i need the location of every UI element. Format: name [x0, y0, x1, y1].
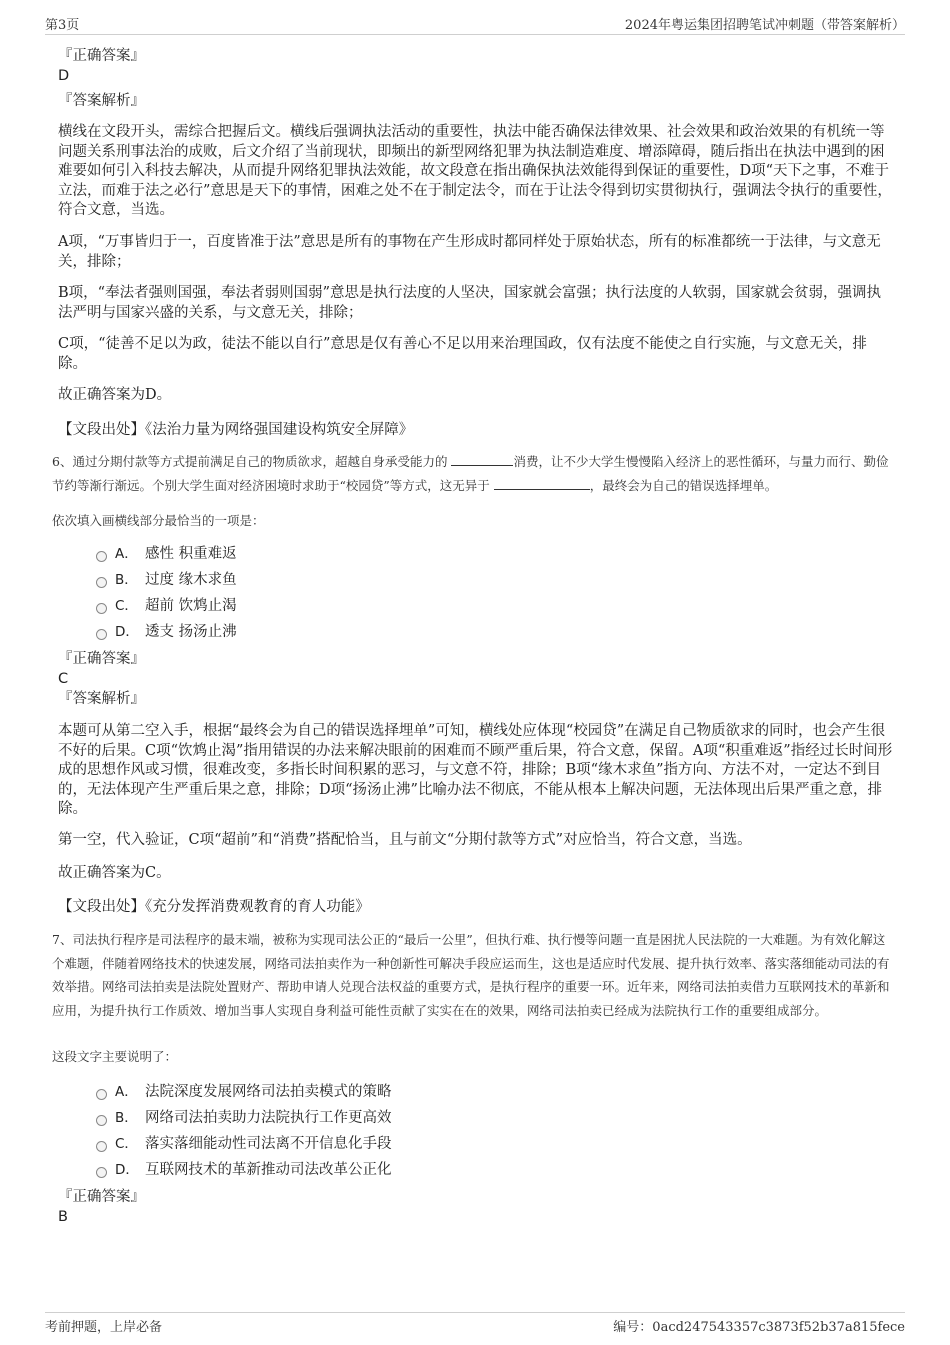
- q5-analysis-p3: B项，“奉法者强则国强，奉法者弱则国弱”意思是执行法度的人坚决，国家就会富强；执行法度的人软弱，国家就会贫弱，强调执法严明与国家兴盛的关系，与文意无关，排除；: [58, 285, 881, 321]
- q6-option-d[interactable]: [96, 622, 237, 642]
- q7-option-d[interactable]: [96, 1160, 392, 1180]
- option-letter: B．: [115, 572, 138, 588]
- q6-analysis-p1: 本题可从第二空入手，根据“最终会为自己的错误选择埋单”可知，横线处应体现“校园贷”在满足自己物质欲求的同时，也会产生很不好的后果。C项“饮鸩止渴”指用错误的办法来解决眼前的困难而不顾严重后果，符合文意，保留。A项“积重难返”指经过长时间形成的思想作风或习惯，很难改变，多指长时间积累的恶习，与文意不符，排除；B项“缘木求鱼”指方向、方法不对，一定达不到目的，无法体现产生严重后果之意，排除；D项“扬汤止沸”比喻办法不彻底，不能从根本上解决问题，无法体现出后果严重之意，排除。: [58, 723, 893, 817]
- q6-stem-part-b: 消费，让不少大学生慢慢陷入经济上的恶性循环，与量力而行、勤俭节约等渐行渐远。个别大学生面对经济困境时求助于“校园贷”等方式，这无异于: [52, 454, 889, 493]
- q6-source: 【文段出处】《充分发挥消费观教育的育人功能》: [58, 899, 370, 915]
- radio-icon[interactable]: [96, 551, 107, 562]
- q5-analysis-p2: A项，“万事皆归于一，百度皆准于法”意思是所有的事物在产生形成时都同样处于原始状态，所有的标准都统一于法律，与文意无关，排除；: [58, 234, 881, 270]
- q6-blank-1: [451, 451, 513, 466]
- option-letter: A．: [115, 546, 138, 562]
- q6-option-b[interactable]: [96, 570, 237, 590]
- q7-prompt: 这段文字主要说明了：: [52, 1049, 178, 1064]
- option-letter: C．: [115, 1136, 138, 1152]
- q5-analysis-p1: 横线在文段开头，需综合把握后文。横线后强调执法活动的重要性，执法中能否确保法律效果、社会效果和政治效果的有机统一等问题关系刑事法治的成败，后文介绍了当前现状，即频出的新型网络犯罪为执法制造难度、增添障碍，随后指出在执法中遇到的困难要如何引入科技去解决，从而提升网络犯罪执法效能，故文段意在指出确保执法效能得到保证的重要性，D项“天下之事，不难于立法，而难于法之必行”意思是天下的事情，困难之处不在于制定法令，而在于让法令得到切实贯彻执行，强调法令执行的重要性，符合文意，当选。: [58, 124, 892, 218]
- option-letter: C．: [115, 598, 138, 614]
- radio-icon[interactable]: [96, 1141, 107, 1152]
- radio-icon[interactable]: [96, 603, 107, 614]
- option-letter: B．: [115, 1110, 138, 1126]
- q7-option-c[interactable]: [96, 1134, 392, 1154]
- q7-answer-label: 『正确答案』: [58, 1189, 145, 1205]
- option-text: 落实落细能动性司法离不开信息化手段: [145, 1136, 392, 1152]
- q6-analysis-conclusion: 故正确答案为C。: [58, 865, 171, 881]
- q5-source: 【文段出处】《法治力量为网络强国建设构筑安全屏障》: [58, 422, 414, 438]
- radio-icon[interactable]: [96, 1089, 107, 1100]
- q6-option-c[interactable]: [96, 596, 237, 616]
- option-text: 透支 扬汤止沸: [145, 624, 237, 640]
- q7-stem: 7、司法执行程序是司法程序的最末端，被称为实现司法公正的“最后一公里”，但执行难、执行慢等问题一直是困扰人民法院的一大难题。为有效化解这个难题，伴随着网络技术的快速发展，网络司法拍卖作为一种创新性可解决手段应运而生，这也是适应时代发展、提升执行效率、落实落细能动司法的有效举措。网络司法拍卖是法院处置财产、帮助申请人兑现合法权益的重要方式，是执行程序的重要一环。近年来，网络司法拍卖借力互联网技术的革新和应用，为提升执行工作质效、增加当事人实现自身利益可能性贡献了实实在在的效果，网络司法拍卖已经成为法院执行工作的重要组成部分。: [52, 932, 890, 1018]
- q6-stem: [52, 450, 897, 497]
- q6-stem-part-c: ，最终会为自己的错误选择埋单。: [589, 477, 778, 493]
- q5-analysis-label: 『答案解析』: [58, 93, 145, 109]
- option-text: 互联网技术的革新推动司法改革公正化: [145, 1162, 392, 1178]
- document-code: 编号：0acd247543357c3873f52b37a815fece: [613, 1320, 905, 1335]
- q6-analysis-label: 『答案解析』: [58, 691, 145, 707]
- radio-icon[interactable]: [96, 1115, 107, 1126]
- radio-icon[interactable]: [96, 629, 107, 640]
- option-text: 超前 饮鸩止渴: [145, 598, 237, 614]
- option-text: 感性 积重难返: [145, 546, 237, 562]
- option-letter: A．: [115, 1084, 138, 1100]
- q7-option-b[interactable]: [96, 1108, 392, 1128]
- document-title: 2024年粤运集团招聘笔试冲刺题（带答案解析）: [624, 18, 905, 33]
- q6-option-a[interactable]: [96, 544, 237, 564]
- page-number: 第3页: [45, 18, 80, 33]
- q6-stem-part-a: 6、通过分期付款等方式提前满足自己的物质欲求，超越自身承受能力的: [52, 454, 452, 469]
- q6-analysis-p2: 第一空，代入验证，C项“超前”和“消费”搭配恰当，且与前文“分期付款等方式”对应恰当，符合文意，当选。: [58, 832, 752, 848]
- option-letter: D．: [115, 624, 139, 640]
- page-header: [45, 12, 905, 35]
- radio-icon[interactable]: [96, 577, 107, 588]
- q5-answer: D: [58, 68, 70, 84]
- q5-answer-label: 『正确答案』: [58, 48, 145, 64]
- option-text: 网络司法拍卖助力法院执行工作更高效: [145, 1110, 392, 1126]
- option-text: 法院深度发展网络司法拍卖模式的策略: [145, 1084, 392, 1100]
- q6-answer-label: 『正确答案』: [58, 651, 145, 667]
- q7-answer: B: [58, 1209, 68, 1225]
- q6-prompt: 依次填入画横线部分最恰当的一项是：: [52, 513, 265, 528]
- q7-option-a[interactable]: [96, 1082, 392, 1102]
- option-text: 过度 缘木求鱼: [145, 572, 237, 588]
- footer-slogan: 考前押题，上岸必备: [45, 1320, 163, 1335]
- q6-blank-2: [494, 475, 590, 490]
- radio-icon[interactable]: [96, 1167, 107, 1178]
- q6-answer: C: [58, 671, 69, 687]
- option-letter: D．: [115, 1162, 139, 1178]
- q5-analysis-p4: C项，“徒善不足以为政，徒法不能以自行”意思是仅有善心不足以用来治理国政，仅有法度不能使之自行实施，与文意无关，排除。: [58, 336, 867, 372]
- q5-analysis-conclusion: 故正确答案为D。: [58, 387, 172, 403]
- page-footer: [45, 1312, 905, 1335]
